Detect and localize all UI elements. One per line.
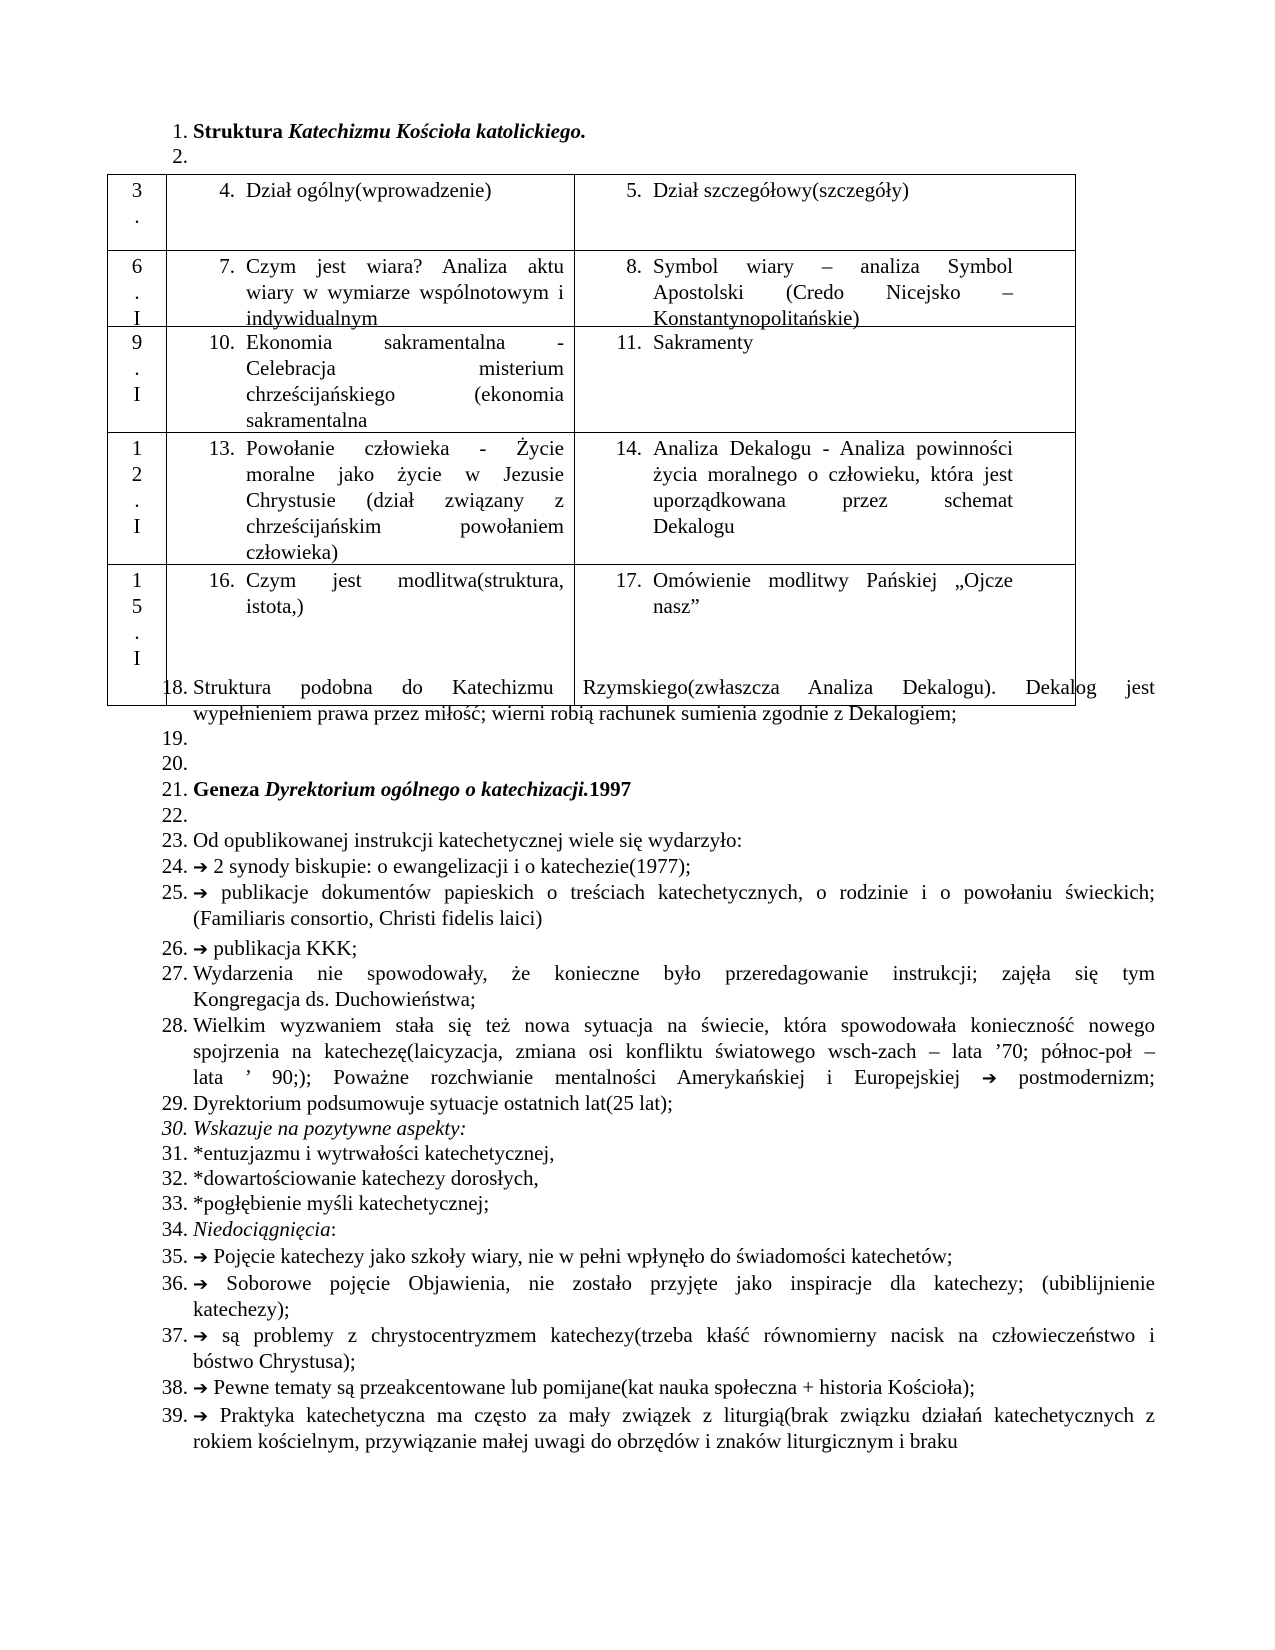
line-number: 29. [161,1091,188,1115]
cell-text [246,567,564,619]
heading-line-1 [0,118,1275,145]
cell-number: 8. [626,254,642,278]
list-item-line [0,1012,1275,1039]
list-item-line [0,986,1275,1013]
cell-line: Czym jest modlitwa(struktura, [246,568,564,592]
list-item-line [0,674,1275,701]
row-label-char: 9 [131,330,143,354]
row-label [108,567,166,671]
item-text [193,1428,1155,1455]
cell-number: 16. [208,568,235,592]
item-text-span: spojrzenia na katechezę(laicyzacja, zmiana osi konfliktu światowego wsch-zach – lata ’70; północ-poł – [193,1039,1155,1063]
item-text [193,1348,1155,1375]
cell-text [246,177,564,203]
line-number: 23. [161,828,188,852]
list-item-line [0,1090,1275,1117]
row-label-char: 5 [131,594,143,618]
item-text [193,1140,1155,1167]
row-label-char: . [134,204,140,228]
cell-line: Omówienie modlitwy Pańskiej „Ojcze [653,568,1013,592]
cell-line: indywidualnym [246,306,378,330]
list-item-line [0,1243,1275,1270]
cell-text [246,329,564,433]
cell-text [653,177,1013,203]
cell-text [653,435,1013,539]
item-text-span: Kongregacja ds. Duchowieństwa; [193,987,476,1011]
row-label [108,177,166,229]
list-item [0,725,1275,752]
item-text-span: Praktyka katechetyczna ma często za mały związek z liturgią(brak związku działań katechetycznych z [219,1403,1155,1427]
line-2 [0,143,1275,170]
line-number: 27. [161,961,188,985]
cell-line: Powołanie człowieka - Życie [246,436,564,460]
item-text-span: postmodernizm; [1018,1065,1156,1089]
item-text [193,960,1155,987]
item-text [193,905,1155,932]
item-text [193,1115,1155,1142]
item-text-span: Pojęcie katechezy jako szkoły wiary, nie w pełni wpłynęło do świadomości katechetów; [213,1244,953,1268]
row-label-char: I [133,382,141,406]
heading-text: Struktura [193,119,289,143]
row-label-char: . [134,280,140,304]
item-text [193,935,1155,963]
cell-line: chrześcijańskim powołaniem [246,514,564,538]
heading-title-italic: Dyrektorium ogólnego o katechizacji. [264,777,590,801]
item-text [193,1064,1155,1092]
cell-line: uporządkowana przez schemat [653,488,1013,512]
cell-number: 17. [615,568,642,592]
item-text-span: Dyrektorium podsumowuje sytuacje ostatnich lat(25 lat); [193,1091,673,1115]
item-text [193,1165,1155,1192]
cell-line: chrześcijańskiego (ekonomia [246,382,564,406]
item-text-span: *entuzjazmu i wytrwałości katechetycznej, [193,1141,555,1165]
item-text-span: publikacja KKK; [213,936,358,960]
line-number: 32. [161,1166,188,1190]
list-item-line [0,1190,1275,1217]
cell-line: Analiza Dekalogu - Analiza powinności [653,436,1013,460]
section-heading [193,776,1155,803]
cell-line: Celebracja misterium [246,356,564,380]
list-item [0,776,1275,803]
item-text-span: katechezy); [193,1297,290,1321]
item-text [193,879,1155,907]
row-label-char: . [134,620,140,644]
line-number: 2. [172,144,188,168]
cell-text [246,253,564,331]
list-item-line [0,1270,1275,1297]
row-label-char: I [133,306,141,330]
cell-text [653,253,1013,331]
line-number: 26. [161,936,188,960]
item-text [193,1270,1155,1298]
item-text-span: : [330,1217,337,1241]
cell-line: nasz” [653,594,700,618]
cell-line: Apostolski (Credo Nicejsko – [653,280,1013,304]
arrow-right-icon: ➔ [193,1406,209,1427]
line-number: 19. [161,726,188,750]
item-text [193,674,1155,701]
cell-line: moralne jako życie w Jezusie [246,462,564,486]
item-text [193,1402,1155,1430]
item-text-span: publikacje dokumentów papieskich o treściach katechetycznych, o rodzinie i o powołaniu świeckich; [221,880,1155,904]
item-text-span: Pewne tematy są przeakcentowane lub pomijane(kat nauka społeczna + historia Kościoła); [213,1375,976,1399]
row-label [108,435,166,539]
row-label-char: . [134,356,140,380]
line-number: 30. [161,1116,188,1140]
line-number: 33. [161,1191,188,1215]
line-number: 21. [161,777,188,801]
line-number: 24. [161,854,188,878]
cell-number: 10. [208,330,235,354]
row-divider [108,250,1075,251]
cell-line: życia moralnego o człowieku, która jest [653,462,1013,486]
row-label-char: I [133,514,141,538]
row-label-char: 6 [131,254,143,278]
row-label-char: 1 [131,436,143,460]
line-number: 18. [161,675,188,699]
item-text [193,1090,1155,1117]
line-number: 31. [161,1141,188,1165]
cell-number: 13. [208,436,235,460]
cell-line: Sakramenty [653,330,754,354]
list-item-line [0,1348,1275,1375]
list-item-line [0,1038,1275,1065]
arrow-right-icon: ➔ [193,857,209,878]
item-text-span: (Familiaris consortio, Christi fidelis laici) [193,906,543,930]
line-number: 35. [161,1244,188,1268]
list-item-line [0,1322,1275,1349]
item-text [193,1296,1155,1323]
structure-table [107,174,1076,706]
heading-text: Geneza [193,777,265,801]
row-label-char: 1 [131,568,143,592]
list-item-line [0,1374,1275,1401]
cell-line: Czym jest wiara? Analiza aktu [246,254,564,278]
cell-text [653,567,1013,619]
item-text-span: *pogłębienie myśli katechetycznej; [193,1191,490,1215]
item-text [193,986,1155,1013]
cell-line: sakramentalna [246,408,368,432]
item-text-span: wypełnieniem prawa przez miłość; wierni robią rachunek sumienia zgodnie z Dekalogiem; [193,701,957,725]
cell-line: wiary w wymiarze wspólnotowym i [246,280,564,304]
line-number: 39. [161,1403,188,1427]
arrow-right-icon: ➔ [193,1378,209,1399]
item-text-span: Wskazuje na pozytywne aspekty: [193,1116,467,1140]
list-item-line [0,827,1275,854]
item-text-span: Soborowe pojęcie Objawienia, nie zostało przyjęte jako inspiracje dla katechezy; (ubiblijnienie [226,1271,1155,1295]
item-text-span: są problemy z chrystocentryzmem katechezy(trzeba kłaść równomierny nacisk na człowieczeństwo i [221,1323,1155,1347]
row-label [108,329,166,407]
arrow-right-icon: ➔ [193,1247,209,1268]
item-text-span: lata ’ 90;); Poważne rozchwianie mentalności Amerykańskiej i Europejskiej [193,1065,961,1089]
item-text [193,1374,1155,1402]
list-item [0,750,1275,777]
item-text [193,1038,1155,1065]
line-number: 36. [161,1271,188,1295]
cell-number: 14. [615,436,642,460]
item-text-span: bóstwo Chrystusa); [193,1349,356,1373]
item-text [193,1243,1155,1271]
line-number: 25. [161,880,188,904]
list-item-line [0,853,1275,880]
cell-line: istota,) [246,594,304,618]
list-item-line [0,1216,1275,1243]
line-number: 37. [161,1323,188,1347]
item-text-span: *dowartościowanie katechezy dorosłych, [193,1166,539,1190]
row-label [108,253,166,331]
list-item-line [0,700,1275,727]
cell-number: 5. [626,178,642,202]
arrow-right-icon: ➔ [193,883,209,904]
list-item-line [0,960,1275,987]
row-label-char: . [134,488,140,512]
line-number: 38. [161,1375,188,1399]
row-label-char: I [133,646,141,670]
cell-line: Dział szczegółowy(szczegóły) [653,178,909,202]
list-item-line [0,1140,1275,1167]
arrow-right-icon: ➔ [193,939,209,960]
list-item-line [0,879,1275,906]
column-divider [166,175,167,705]
item-text [193,1012,1155,1039]
heading-title-italic: Katechizmu Kościoła katolickiego. [288,119,587,143]
list-item-line [0,1115,1275,1142]
italic-label: Niedociągnięcia [193,1217,331,1241]
line-number: 22. [161,803,188,827]
cell-text [653,329,1013,355]
cell-number: 7. [219,254,235,278]
item-text [193,1322,1155,1350]
item-text-span: 2 synody biskupie: o ewangelizacji i o katechezie(1977); [213,854,691,878]
line-number: 20. [161,751,188,775]
cell-line: Chrystusie (dział związany z [246,488,564,512]
line-number: 1. [172,119,188,143]
arrow-right-icon: ➔ [193,1274,209,1295]
item-text-span: Struktura podobna do Katechizmu Rzymskiego(zwłaszcza Analiza Dekalogu). Dekalog jest [193,675,1155,699]
list-item-line [0,1402,1275,1429]
item-text-span: Wydarzenia nie spowodowały, że konieczne było przeredagowanie instrukcji; zajęła się tym [193,961,1155,985]
cell-line: Konstantynopolitańskie) [653,306,860,330]
list-item-line [0,905,1275,932]
cell-number: 11. [616,330,642,354]
item-text [193,1190,1155,1217]
cell-line: człowieka) [246,540,339,564]
row-label-char: 2 [131,462,143,486]
cell-number: 4. [219,178,235,202]
row-label-char: 3 [131,178,143,202]
item-text [193,827,1155,854]
list-item-line [0,1165,1275,1192]
cell-line: Dekalogu [653,514,735,538]
list-item-line [0,1428,1275,1455]
item-text [193,1216,1155,1243]
cell-line: Ekonomia sakramentalna - [246,330,564,354]
list-item-line [0,1064,1275,1091]
heading-year: 1997 [589,777,632,801]
list-item [0,802,1275,829]
cell-text [246,435,564,565]
list-item-line [0,1296,1275,1323]
item-text [193,853,1155,881]
arrow-right-icon: ➔ [193,1326,209,1347]
item-text [193,700,1155,727]
column-divider [574,175,575,705]
item-text-span: Od opublikowanej instrukcji katechetycznej wiele się wydarzyło: [193,828,743,852]
item-text-span: Wielkim wyzwaniem stała się też nowa sytuacja na świecie, która spowodowała konieczność nowego [193,1013,1155,1037]
item-text-span: rokiem kościelnym, przywiązanie małej uwagi do obrzędów i znaków liturgicznym i braku [193,1429,958,1453]
section-heading [193,118,1155,145]
cell-line: Symbol wiary – analiza Symbol [653,254,1013,278]
line-number: 34. [161,1217,188,1241]
list-item-line [0,935,1275,962]
arrow-right-icon: ➔ [981,1068,997,1089]
line-number: 28. [161,1013,188,1037]
cell-line: Dział ogólny(wprowadzenie) [246,178,492,202]
